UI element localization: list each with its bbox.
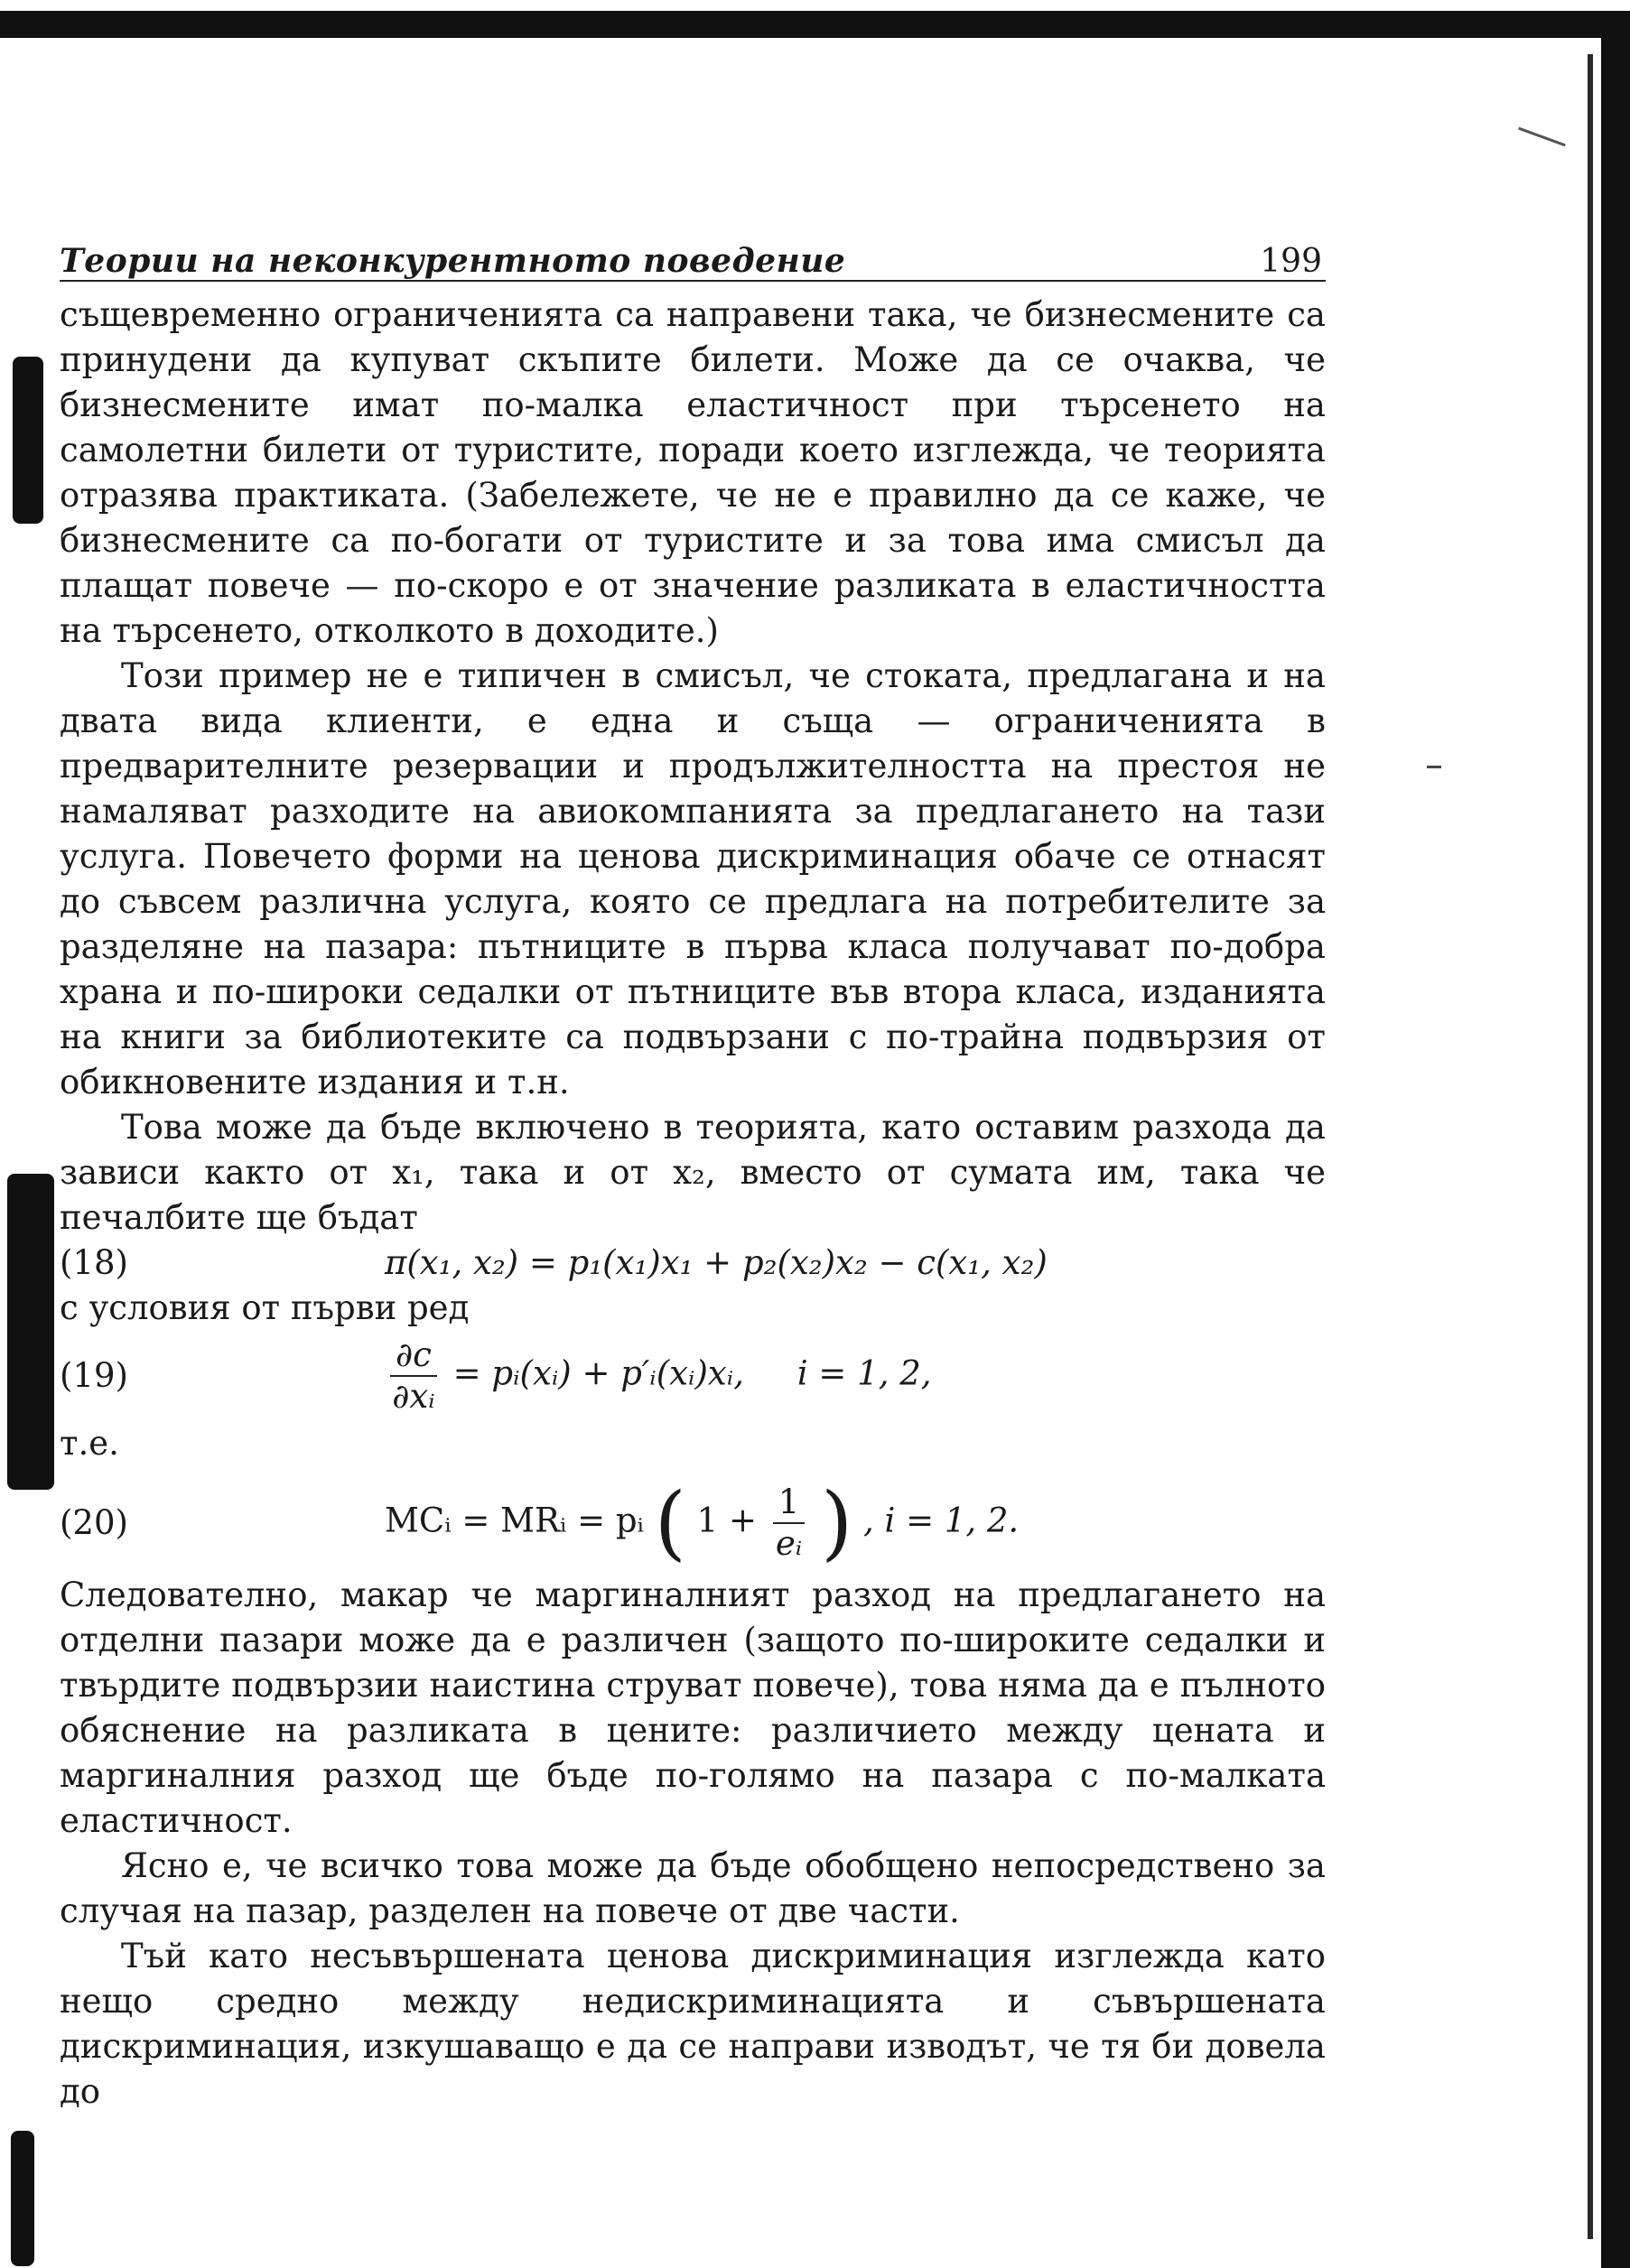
elasticity-fraction <box>773 1483 806 1564</box>
open-paren: ( <box>654 1475 686 1570</box>
equation-condition: , i = 1, 2. <box>862 1501 1020 1540</box>
fraction-denominator: ∂xᵢ <box>392 1377 435 1416</box>
scan-top-border <box>0 11 1630 38</box>
equation-20 <box>60 1473 1326 1573</box>
fraction-numerator: 1 <box>773 1483 806 1524</box>
paragraph-5: т.е. <box>60 1424 119 1463</box>
equation-expression <box>204 1335 1326 1417</box>
equation-19 <box>60 1331 1326 1421</box>
book-page <box>60 233 1326 2115</box>
paragraph-8: Тъй като несъвършената ценова дискриминация изглежда като нещо средно между недискриминацията и съвършената дискриминация, изкушаващо е да се направи изводът, че тя би довела до <box>60 1937 1326 2111</box>
chapter-title: Теории на неконкурентното поведение <box>60 242 846 280</box>
paragraph-2: Този пример не е типичен в смисъл, че стоката, предлагана и на двата вида клиенти, е една и съща — ограниченията в предварителните резервации и продължителността на престоя не намаляват разходите на авиокомпанията за предлагането на тази услуга. Повечето форми на ценова дискриминация обаче се отнасят до съвсем различна услуга, която се предлага на потребителите за разделяне на пазара: пътниците в първа класа получават по-добра храна и по-широки седалки от пътниците във втора класа, изданията на книги за библиотеките са подвързани с по-трайна подвързия от обикновените издания и т.н. <box>60 656 1326 1101</box>
equation-number: (19) <box>60 1356 128 1395</box>
equation-expression: π(x₁, x₂) = p₁(x₁)x₁ + p₂(x₂)x₂ − c(x₁, x₂) <box>385 1243 1048 1282</box>
scan-dash-mark <box>1427 766 1441 768</box>
equation-condition: i = 1, 2, <box>796 1353 932 1393</box>
scan-left-mark-middle <box>7 1174 54 1490</box>
fraction-numerator: ∂c <box>390 1335 437 1377</box>
running-header <box>60 233 1326 282</box>
page-body <box>60 293 1326 2115</box>
scan-edge-stroke <box>1518 127 1566 147</box>
paragraph-6: Следователно, макар че маргиналният разход на предлагането на отделни пазари може да е различен (защото по-широките седалки и твърдите подвързии наистина струват повече), това няма да е пълното обяснение на разликата в цените: различието между цената и маргиналния разход ще бъде по-голямо на пазара с по-малката еластичност. <box>60 1576 1326 1840</box>
close-paren: ) <box>821 1475 853 1570</box>
equation-number: (20) <box>60 1503 128 1542</box>
equation-one-plus: 1 + <box>696 1501 757 1540</box>
fraction-denominator: eᵢ <box>775 1524 803 1563</box>
scan-right-shadow <box>1588 54 1593 2239</box>
equation-expression <box>204 1475 1326 1570</box>
paragraph-1: същевременно ограниченията са направени така, че бизнесмените са принудени да купуват скъпите билети. Може да се очаква, че бизнесмените имат по-малка еластичност при търсенето на самолетни билети от туристите, поради което изглежда, че теорията отразява практиката. (Забележете, че не е правилно да се каже, че бизнесмените са по-богати от туристите и за това има смисъл да плащат повече — по-скоро е от значение разликата в еластичността на търсенето, отколкото в доходите.) <box>60 295 1326 650</box>
page-number: 199 <box>1260 243 1322 280</box>
equation-rhs: = pᵢ(xᵢ) + p′ᵢ(xᵢ)xᵢ, <box>452 1353 745 1393</box>
paragraph-7: Ясно е, че всичко това може да бъде обобщено непосредствено за случая на пазар, разделен на повече от две части. <box>60 1846 1326 1930</box>
equation-number: (18) <box>60 1243 128 1282</box>
scan-right-border <box>1601 11 1630 2268</box>
paragraph-4: с условия от първи ред <box>60 1288 470 1327</box>
equation-18 <box>60 1241 1326 1286</box>
paragraph-3: Това може да бъде включено в теорията, като оставим разхода да зависи както от x₁, така и от x₂, вместо от сумата им, така че печалбите ще бъдат <box>60 1108 1326 1237</box>
scan-left-mark-bottom <box>11 2131 34 2266</box>
equation-lhs: MCᵢ = MRᵢ = pᵢ <box>385 1501 645 1540</box>
partial-derivative-fraction <box>390 1335 437 1417</box>
scan-left-mark-top <box>13 357 43 524</box>
